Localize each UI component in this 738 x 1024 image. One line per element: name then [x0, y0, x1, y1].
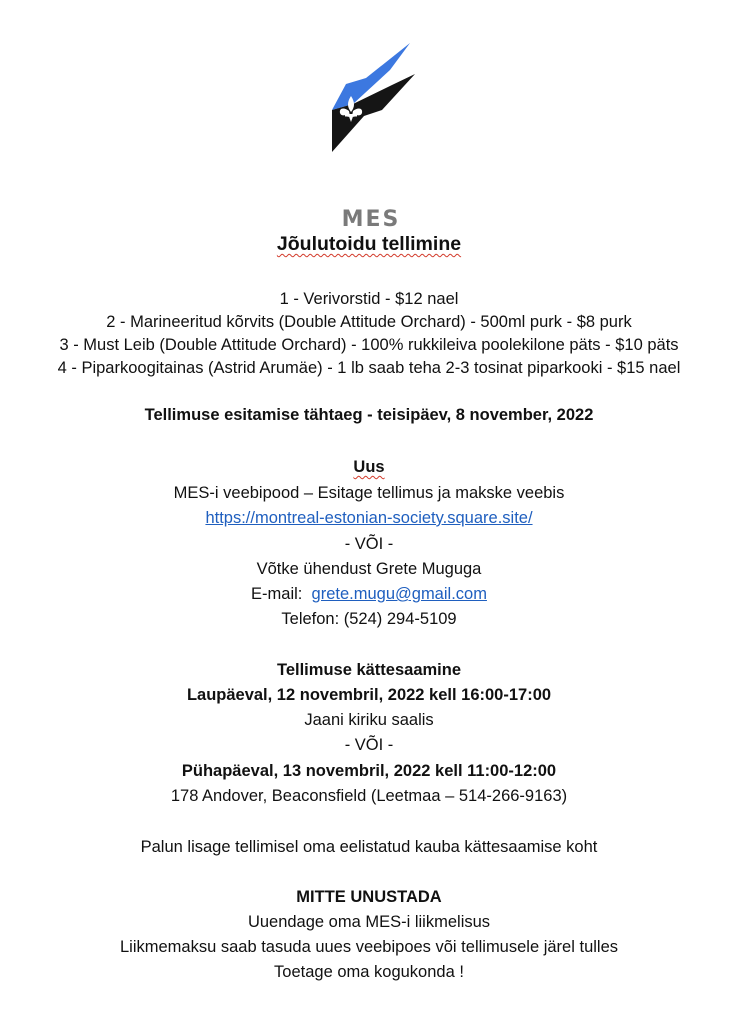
mes-logo — [326, 40, 416, 232]
page-title: Jõulutoidu tellimine — [276, 233, 462, 255]
list-item: 1 - Verivorstid - $12 nael — [279, 290, 459, 308]
list-item: 2 - Marineeritud kõrvits (Double Attitude Orchard) - 500ml purk - $8 purk — [106, 313, 632, 331]
email-link[interactable]: grete.mugu@gmail.com — [311, 585, 487, 603]
contact-line: Võtke ühendust Grete Muguga — [256, 560, 482, 578]
webshop-link[interactable]: https://montreal-estonian-society.square.site/ — [205, 509, 533, 527]
email-label: E-mail: — [251, 585, 303, 603]
reminder-line: Liikmemaksu saab tasuda uues veebipoes või tellimusele järel tulles — [119, 938, 618, 956]
mes-logo-emblem — [326, 40, 416, 200]
email-row — [0, 583, 738, 605]
order-deadline: Tellimuse esitamise tähtaeg - teisipäev, 8 november, 2022 — [144, 406, 594, 424]
reminder-line: Uuendage oma MES-i liikmelisus — [247, 913, 491, 931]
or-separator: - VÕI - — [344, 736, 394, 754]
webshop-link-row — [0, 507, 738, 529]
pickup-heading: Tellimuse kättesaamine — [276, 661, 462, 679]
reminder-heading: MITTE UNUSTADA — [296, 888, 442, 906]
webshop-line: MES-i veebipood – Esitage tellimus ja makske veebis — [173, 484, 565, 502]
phone-line: Telefon: (524) 294-5109 — [281, 610, 457, 628]
new-heading: Uus — [353, 458, 385, 476]
list-item: 4 - Piparkoogitainas (Astrid Arumäe) - 1 lb saab teha 2-3 tosinat piparkooki - $15 nael — [57, 359, 681, 377]
pickup-sunday: Pühapäeval, 13 novembril, 2022 kell 11:00-12:00 — [181, 762, 557, 780]
reminder-line: Toetage oma kogukonda ! — [274, 963, 464, 981]
pickup-note: Palun lisage tellimisel oma eelistatud kauba kättesaamise koht — [140, 838, 598, 856]
pickup-saturday: Laupäeval, 12 novembril, 2022 kell 16:00-17:00 — [186, 686, 552, 704]
list-item: 3 - Must Leib (Double Attitude Orchard) - 100% rukkileiva poolekilone päts - $10 päts — [59, 336, 679, 354]
pickup-saturday-place: Jaani kiriku saalis — [304, 711, 434, 729]
logo-text: MES — [341, 207, 401, 232]
pickup-sunday-place: 178 Andover, Beaconsfield (Leetmaa – 514-266-9163) — [170, 787, 568, 805]
or-separator: - VÕI - — [344, 535, 394, 553]
